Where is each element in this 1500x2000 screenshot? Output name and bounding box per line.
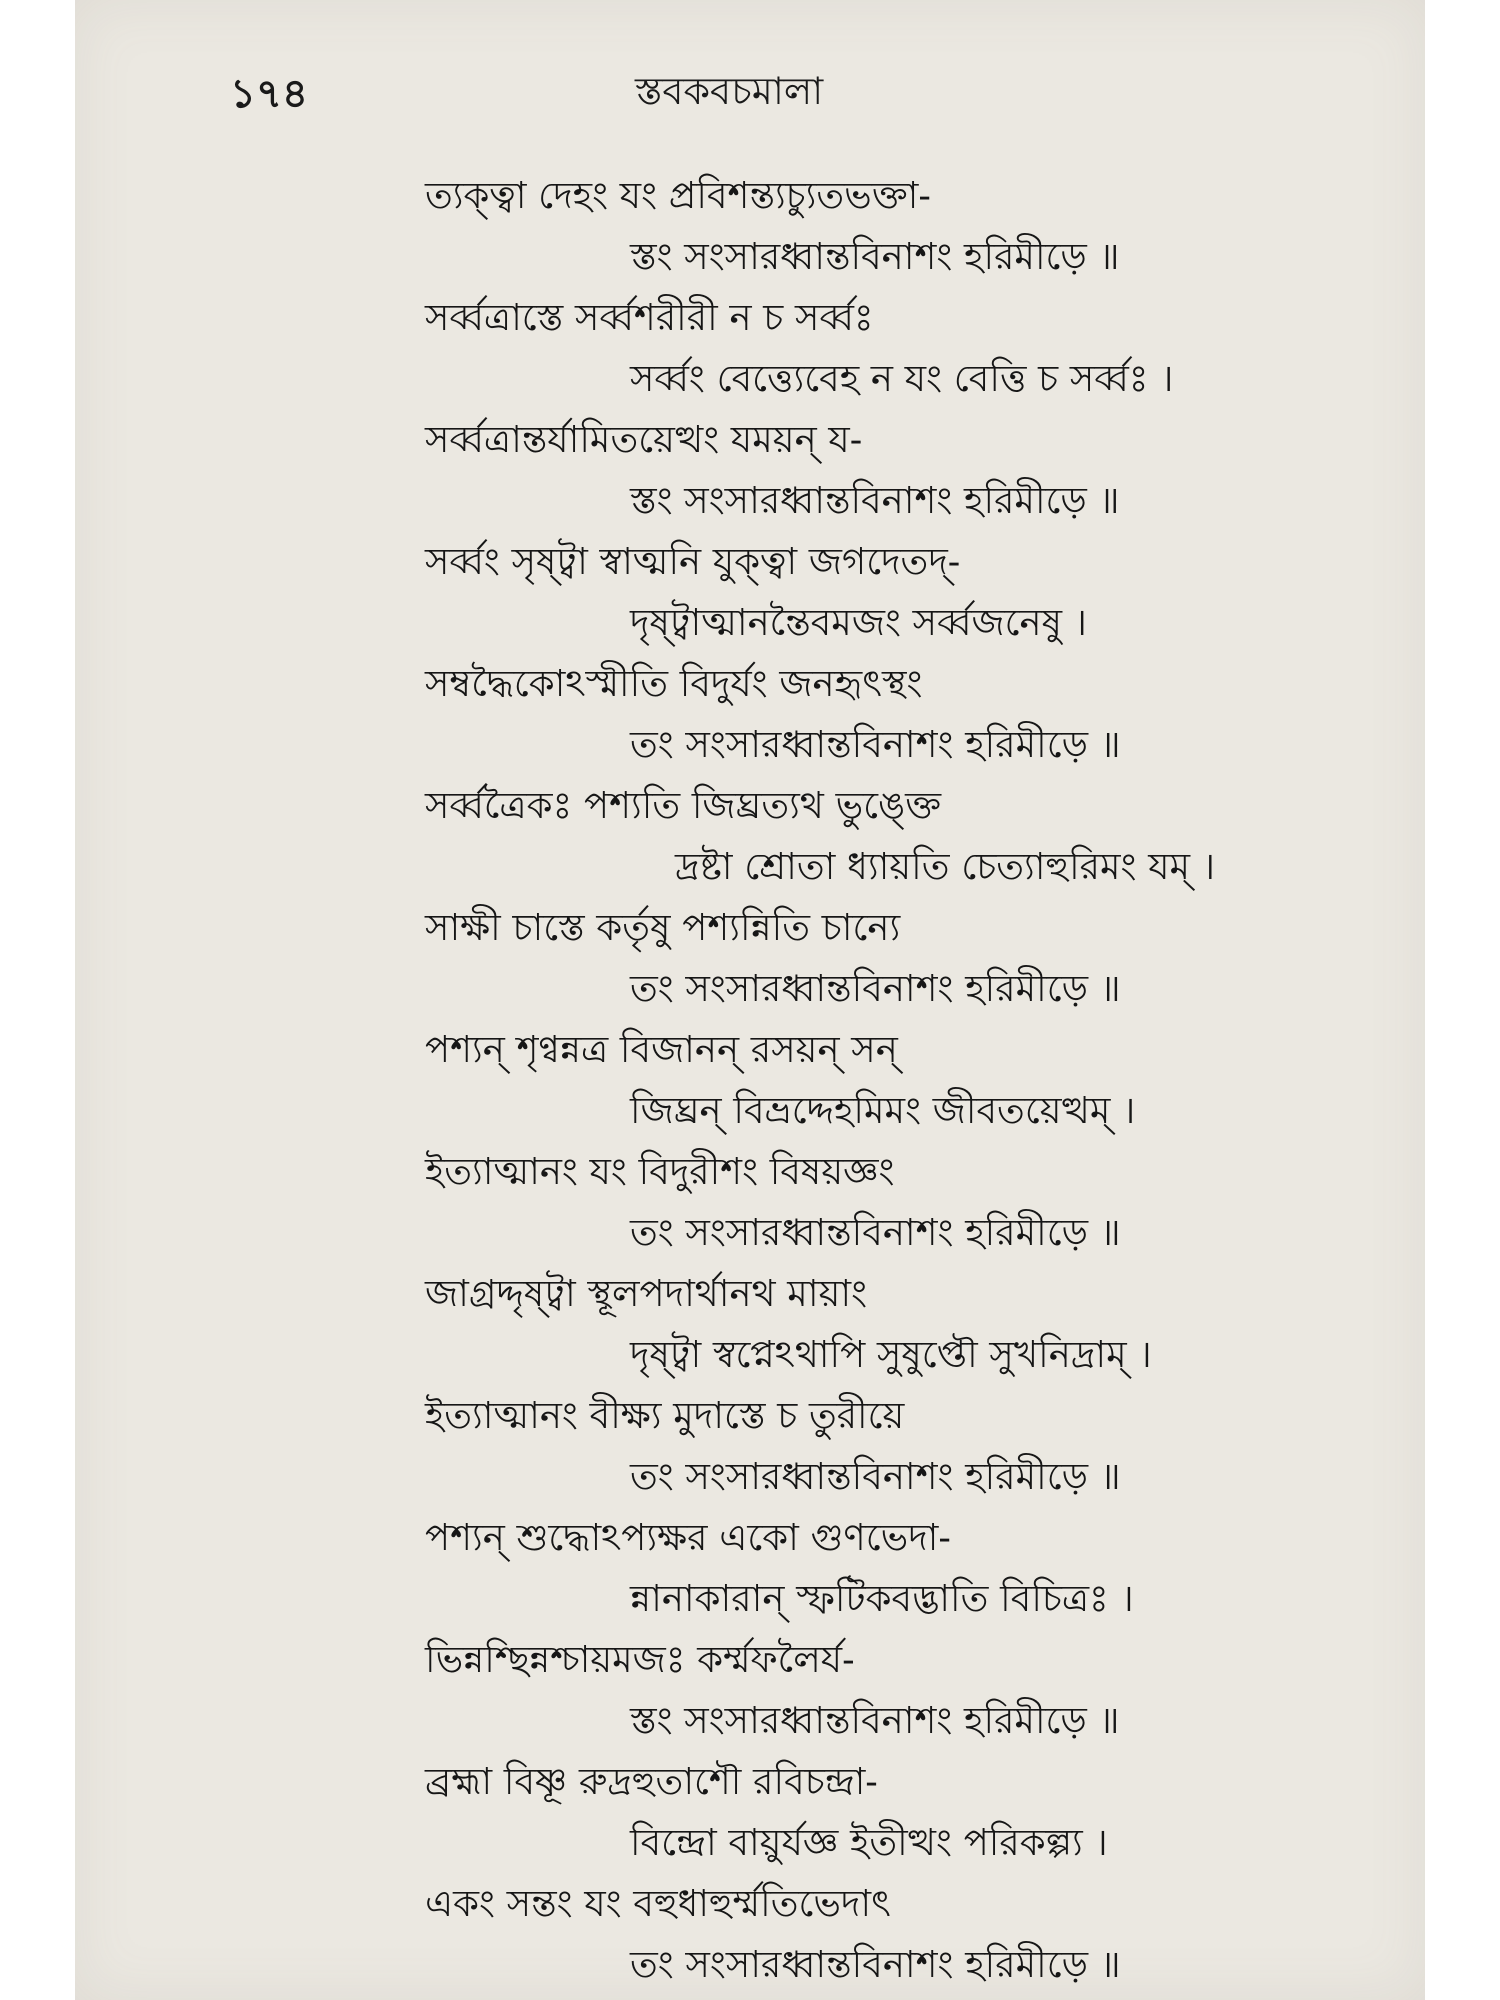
verse-line-second: তং সংসারধ্বান্তবিনাশং হরিমীড়ে ॥ (630, 1455, 1121, 1498)
verse-line-second: দ্রষ্টা শ্রোতা ধ্যায়তি চেত্যাহুরিমং যম্ । (675, 845, 1216, 888)
verse-line-first: একং সন্তং যং বহুধাহুর্ম্মতিভেদাৎ (425, 1882, 891, 1925)
book-page (75, 0, 1425, 2000)
verse-line-second: বিন্দ্রো বায়ুর্যজ্ঞ ইতীত্থং পরিকল্প্য । (630, 1821, 1108, 1864)
verse-line-second: দৃষ্ট্বাত্মানন্তৈবমজং সর্ব্বজনেষু । (630, 601, 1087, 644)
verse-line-second: ন্নানাকারান্ স্ফটিকবদ্ভাতি বিচিত্রঃ । (630, 1577, 1134, 1620)
verse-line-first: সর্ব্বত্রৈকঃ পশ্যতি জিঘ্রত্যথ ভুঙ্ক্তে (425, 784, 942, 827)
verse-line-first: পশ্যন্ শুদ্ধোঽপ্যক্ষর একো গুণভেদা- (425, 1516, 951, 1559)
verse-line-first: সর্ব্বত্রান্তর্যামিতয়েত্থং যময়ন্ য- (425, 418, 863, 461)
verse-line-first: ইত্যাত্মানং যং বিদুরীশং বিষয়জ্ঞং (425, 1150, 895, 1193)
verse-line-second: স্তং সংসারধ্বান্তবিনাশং হরিমীড়ে ॥ (630, 479, 1120, 522)
verse-line-second: তং সংসারধ্বান্তবিনাশং হরিমীড়ে ॥ (630, 967, 1121, 1010)
verse-line-second: তং সংসারধ্বান্তবিনাশং হরিমীড়ে ॥ (630, 723, 1121, 766)
verse-line-first: সর্ব্বং সৃষ্ট্বা স্বাত্মনি যুক্ত্বা জগদেতদ্- (425, 540, 961, 583)
verse-line-first: ইত্যাত্মানং বীক্ষ্য মুদাস্তে চ তুরীয়ে (425, 1394, 905, 1437)
page-header (75, 62, 1425, 122)
verse-line-second: জিঘ্রন্ বিভ্রদ্দেহমিমং জীবতয়েত্থম্ । (630, 1089, 1136, 1132)
verse-line-second: দৃষ্ট্বা স্বপ্নেঽথাপি সুষুপ্তৌ সুখনিদ্রাম্ । (630, 1333, 1152, 1376)
verse-line-second: স্তং সংসারধ্বান্তবিনাশং হরিমীড়ে ॥ (630, 1699, 1120, 1742)
verse-line-first: জাগ্রদ্দৃষ্ট্বা স্থূলপদার্থানথ মায়াং (425, 1272, 868, 1315)
verse-line-second: স্তং সংসারধ্বান্তবিনাশং হরিমীড়ে ॥ (630, 235, 1120, 278)
verse-line-first: সর্ব্বত্রাস্তে সর্ব্বশরীরী ন চ সর্ব্বঃ (425, 296, 874, 339)
verse-line-second: সর্ব্বং বেত্ত্যেবেহ ন যং বেত্তি চ সর্ব্বঃ । (630, 357, 1174, 400)
verse-block (75, 165, 1425, 1995)
verse-line-first: সাক্ষী চাস্তে কর্তৃষু পশ্যন্নিতি চান্যে (425, 906, 901, 949)
page-number: ১৭৪ (230, 70, 308, 117)
verse-line-first: ত্যক্ত্বা দেহং যং প্রবিশন্ত্যচ্যুতভক্তা- (425, 174, 931, 217)
verse-line-first: সম্বদ্ধৈকোঽস্মীতি বিদুর্যং জনহৃৎস্থং (425, 662, 923, 705)
verse-line-first: পশ্যন্ শৃণ্বন্নত্র বিজানন্ রসয়ন্ সন্ (425, 1028, 898, 1071)
verse-line-first: ভিন্নশ্ছিন্নশ্চায়মজঃ কর্ম্মফলৈর্য- (425, 1638, 855, 1681)
running-title: স্তবকবচমালা (635, 69, 824, 113)
verse-line-second: তং সংসারধ্বান্তবিনাশং হরিমীড়ে ॥ (630, 1211, 1121, 1254)
verse-line-second: তং সংসারধ্বান্তবিনাশং হরিমীড়ে ॥ (630, 1943, 1121, 1986)
verse-line-first: ব্রহ্মা বিষ্ণূ রুদ্রহুতাশৌ রবিচন্দ্রা- (425, 1760, 878, 1803)
